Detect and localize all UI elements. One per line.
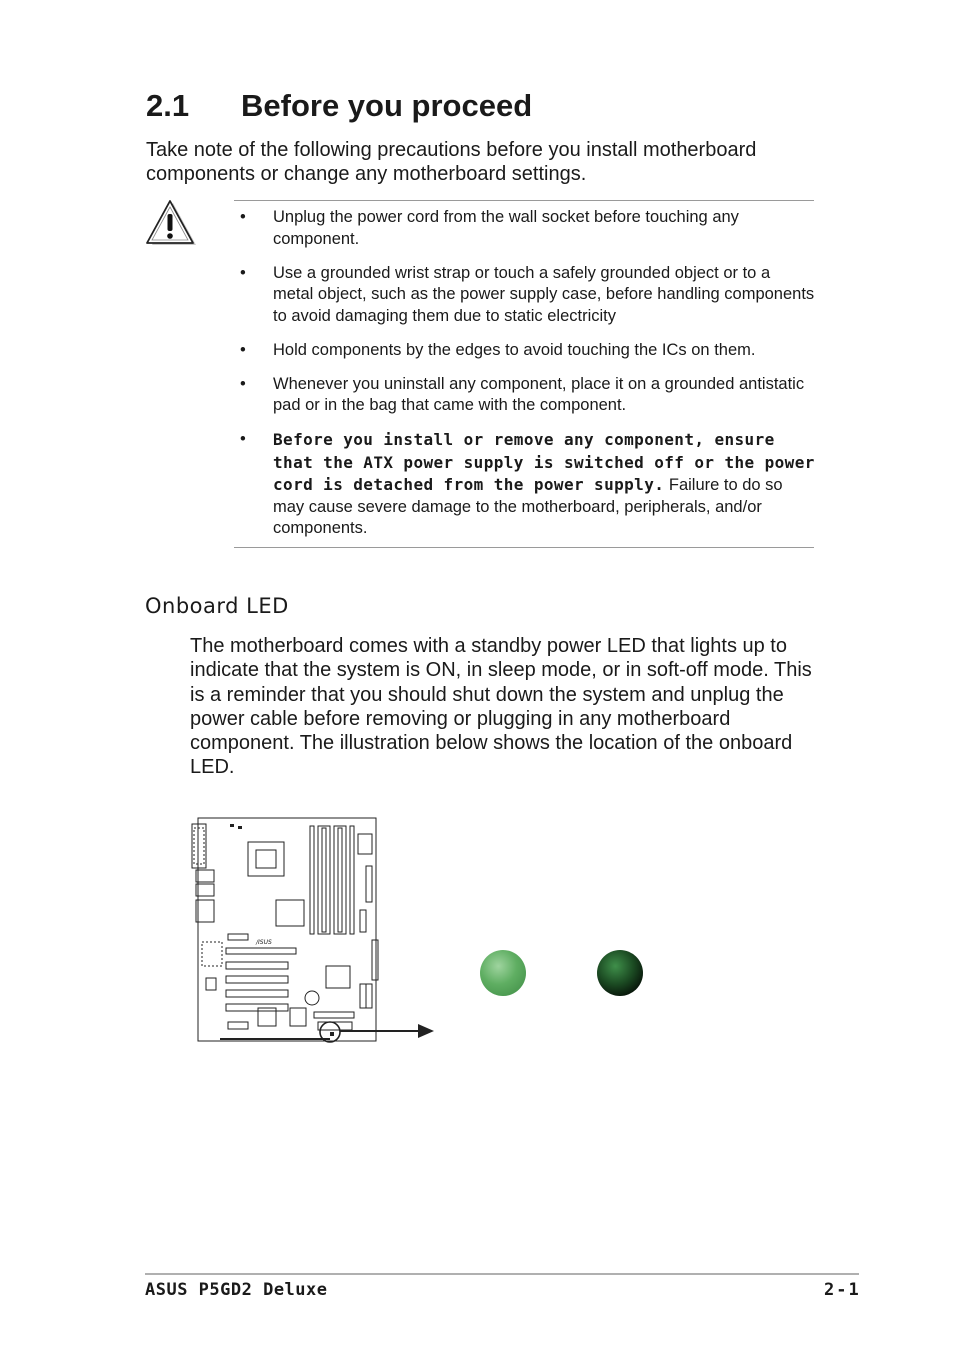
- bullet-glyph: •: [240, 263, 246, 282]
- bullet-glyph: •: [240, 208, 246, 226]
- bullet-glyph: •: [240, 430, 246, 448]
- intro-paragraph: Take note of the following precautions before you install motherboard components or change any motherboard settings.: [146, 139, 757, 185]
- bullet-glyph: •: [240, 340, 246, 359]
- list-item: [240, 263, 815, 328]
- subsection-title: Onboard LED: [145, 594, 289, 618]
- led-lit-icon: [480, 950, 526, 996]
- warning-top-rule: [234, 200, 814, 201]
- bullet-text: Use a grounded wrist strap or touch a safely grounded object or to a metal object, such as the power supply case, before handling components to avoid damaging them due to static electricity: [273, 263, 815, 325]
- bullet-text: Hold components by the edges to avoid touching the ICs on them.: [273, 340, 756, 359]
- bullet-text: Unplug the power cord from the wall socket before touching any component.: [273, 208, 739, 248]
- warning-triangle-icon: [144, 199, 198, 249]
- list-item: [240, 374, 815, 417]
- led-unlit-icon: [597, 950, 643, 996]
- list-item: [240, 207, 815, 250]
- led-description: The motherboard comes with a standby power LED that lights up to indicate that the system is ON, in sleep mode, or in soft-off mode. This is a reminder that you should shut down the system and unplug the power cable before removing or plugging in any motherboard component. The illustration below shows the location of the onboard LED.: [190, 635, 812, 779]
- warning-list: [240, 207, 815, 552]
- list-item: [240, 340, 815, 362]
- warning-bottom-rule: [234, 547, 814, 548]
- section-title: Before you proceed: [241, 88, 533, 123]
- bullet-emphasis: Before you install or remove any component, ensure that the ATX power supply is switched off or the power cord is detached from the power supply.: [273, 430, 815, 494]
- bullet-glyph: •: [240, 374, 246, 393]
- board-logo: /ISUS: [256, 939, 272, 946]
- footer-rule: [145, 1273, 859, 1275]
- bullet-text: Whenever you uninstall any component, place it on a grounded antistatic pad or in the bag that came with the component.: [273, 374, 805, 414]
- section-number: 2.1: [146, 88, 190, 123]
- motherboard-illustration: [190, 812, 450, 1048]
- footer-product: ASUS P5GD2 Deluxe: [145, 1280, 328, 1300]
- bullet-text: Failure to do so may cause severe damage to the motherboard, peripherals, and/or components.: [273, 476, 783, 537]
- footer-page-number: 2-1: [824, 1280, 861, 1300]
- list-item: [240, 429, 815, 540]
